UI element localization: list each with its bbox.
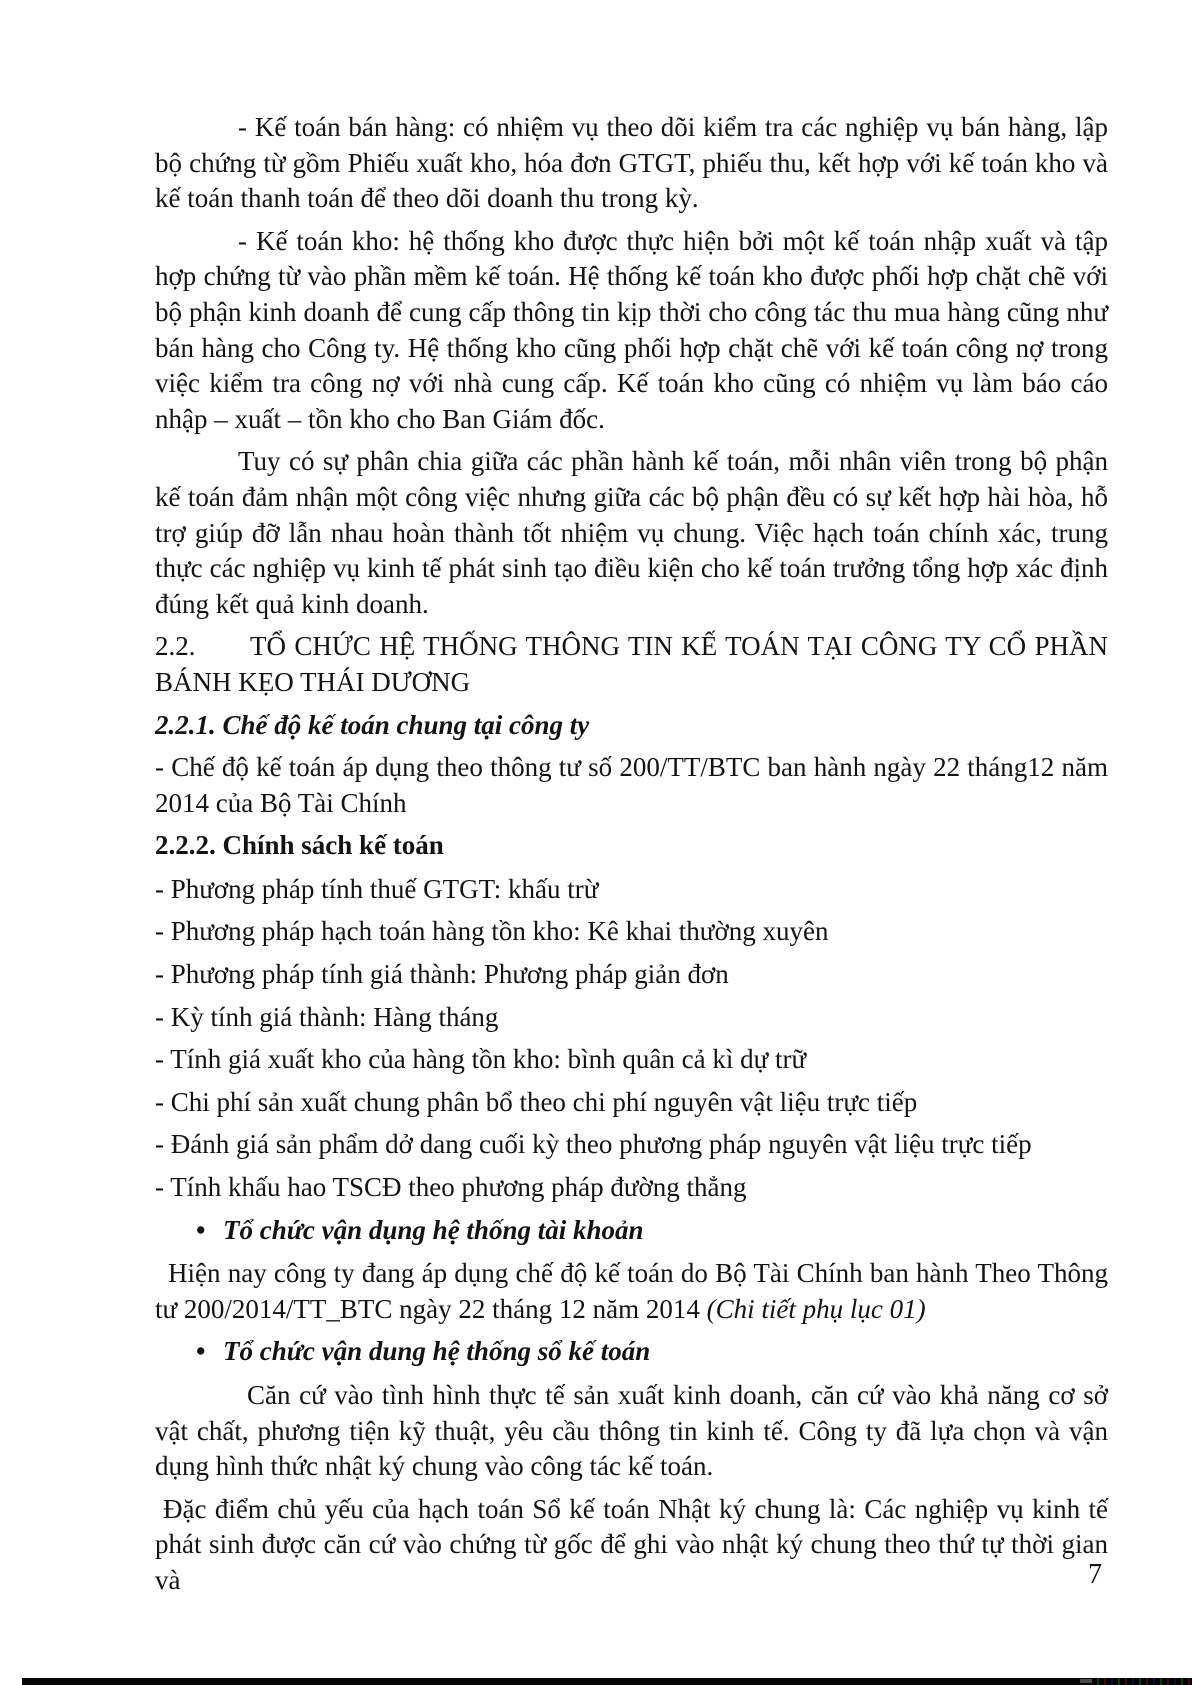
policy-item-costing-method: - Phương pháp tính giá thành: Phương pháp giản đơn [155, 959, 729, 990]
bullet-item-book-system-label: Tổ chức vận dung hệ thống sổ kế toán [223, 1336, 651, 1367]
section-number: 2.2. [155, 631, 196, 662]
paragraph-circular-200-text: Hiện nay công ty đang áp dụng chế độ kế toán do Bộ Tài Chính ban hành Theo Thông tư 200/2014/TT_BTC ngày 22 tháng 12 năm 2014 [155, 1258, 1108, 1324]
policy-item-depreciation: - Tính khấu hao TSCĐ theo phương pháp đường thẳng [155, 1172, 747, 1203]
policy-item-inventory-method: - Phương pháp hạch toán hàng tồn kho: Kê khai thường xuyên [155, 916, 829, 947]
section-title-line2: BÁNH KẸO THÁI DƯƠNG [155, 666, 471, 697]
policy-item-overhead-allocation: - Chi phí sản xuất chung phân bổ theo chi phí nguyên vật liệu trực tiếp [155, 1086, 918, 1117]
page-number: 7 [1088, 1559, 1102, 1590]
section-heading-2-2 [155, 629, 1108, 700]
subsection-heading-2-2-2: 2.2.2. Chính sách kế toán [155, 830, 444, 861]
paragraph-accounting-regime: - Chế độ kế toán áp dụng theo thông tư số 200/TT/BTC ban hành ngày 22 tháng12 năm 2014 của Bộ Tài Chính [155, 752, 1108, 818]
page-content [155, 110, 1108, 1606]
bullet-item-book-system [155, 1334, 1108, 1370]
bullet-item-account-system [155, 1213, 1108, 1249]
policy-item-vat-method: - Phương pháp tính thuế GTGT: khấu trừ [155, 873, 599, 904]
paragraph-division-cooperation: Tuy có sự phân chia giữa các phần hành kế toán, mỗi nhân viên trong bộ phận kế toán đảm nhận một công việc nhưng giữa các bộ phận đều có sự kết hợp hài hòa, hỗ trợ giúp đỡ lẫn nhau hoàn thành tốt nhiệm vụ chung. Việc hạch toán chính xác, trung thực các nghiệp vụ kinh tế phát sinh tạo điều kiện cho kế toán trưởng tổng hợp xác định đúng kết quả kinh doanh. [155, 446, 1108, 619]
bullet-item-account-system-label: Tổ chức vận dụng hệ thống tài khoản [223, 1214, 644, 1245]
paragraph-warehouse-accountant: - Kế toán kho: hệ thống kho được thực hiện bởi một kế toán nhập xuất và tập hợp chứng từ vào phần mềm kế toán. Hệ thống kế toán kho được phối hợp chặt chẽ với bộ phận kinh doanh để cung cấp thông tin kịp thời cho công tác thu mua hàng cũng như bán hàng cho Công ty. Hệ thống kho cũng phối hợp chặt chẽ với kế toán công nợ trong việc kiểm tra công nợ với nhà cung cấp. Kế toán kho cũng có nhiệm vụ làm báo cáo nhập – xuất – tồn kho cho Ban Giám đốc. [155, 225, 1108, 434]
paragraph-circular-200 [155, 1256, 1108, 1327]
bullet-icon: • [196, 1214, 206, 1245]
appendix-note: (Chi tiết phụ lục 01) [706, 1293, 926, 1324]
scan-artifact-noise [1092, 1678, 1192, 1685]
paragraph-journal-basis: Căn cứ vào tình hình thực tế sản xuất kinh doanh, căn cứ vào khả năng cơ sở vật chất, phương tiện kỹ thuật, yêu cầu thông tin kinh tế. Công ty đã lựa chọn và vận dụng hình thức nhật ký chung vào công tác kế toán. [155, 1380, 1108, 1482]
bullet-icon: • [196, 1336, 206, 1367]
section-title-line1: TỔ CHỨC HỆ THỐNG THÔNG TIN KẾ TOÁN TẠI CÔNG TY CỔ PHẦN [250, 631, 1108, 662]
policy-item-outbound-pricing: - Tính giá xuất kho của hàng tồn kho: bình quân cả kì dự trữ [155, 1044, 807, 1075]
subsection-heading-2-2-1: 2.2.1. Chế độ kế toán chung tại công ty [155, 709, 590, 740]
paragraph-journal-feature: Đặc điểm chủ yếu của hạch toán Sổ kế toán Nhật ký chung là: Các nghiệp vụ kinh tế phát sinh được căn cứ vào chứng từ gốc để ghi vào nhật ký chung theo thứ tự thời gian và [155, 1493, 1108, 1595]
section-heading-line1 [155, 629, 1108, 665]
policy-item-wip-valuation: - Đánh giá sản phẩm dở dang cuối kỳ theo phương pháp nguyên vật liệu trực tiếp [155, 1129, 1032, 1160]
paragraph-sales-accountant: - Kế toán bán hàng: có nhiệm vụ theo dõi kiểm tra các nghiệp vụ bán hàng, lập bộ chứng từ gồm Phiếu xuất kho, hóa đơn GTGT, phiếu thu, kết hợp với kế toán kho và kế toán thanh toán để theo dõi doanh thu trong kỳ. [155, 112, 1108, 214]
scan-artifact-bar [22, 1678, 1192, 1685]
policy-item-costing-period: - Kỳ tính giá thành: Hàng tháng [155, 1001, 499, 1032]
policy-list [155, 872, 1108, 1206]
